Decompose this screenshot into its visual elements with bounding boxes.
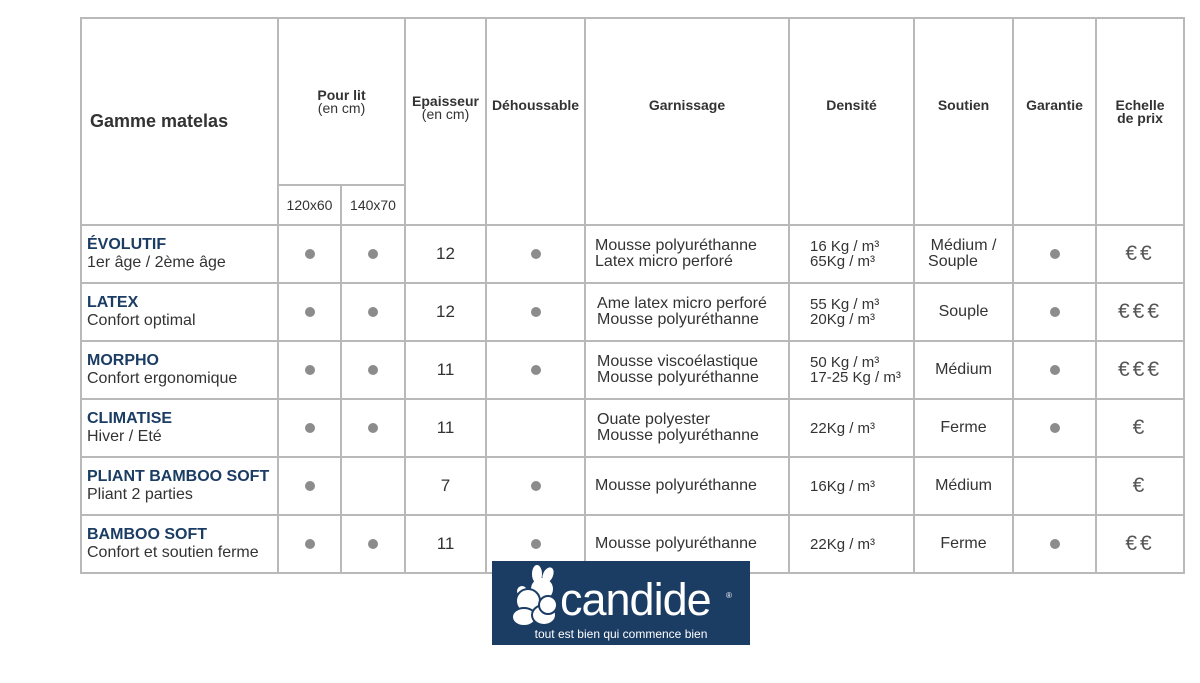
bullet-dot-icon — [368, 307, 378, 317]
garnissage-line: Ame latex micro perforé — [597, 295, 767, 312]
header-size-140x70: 140x70 — [341, 185, 405, 225]
bullet-dot-icon — [531, 249, 541, 259]
header-epaisseur — [405, 18, 486, 225]
header-size-120x60: 120x60 — [278, 185, 341, 225]
size-140x70-cell — [341, 399, 405, 457]
densite-line: 65Kg / m³ — [810, 253, 876, 270]
densite-line: 50 Kg / m³ — [810, 354, 880, 371]
garnissage-cell — [585, 399, 789, 457]
garnissage-line: Mousse viscoélastique — [597, 353, 758, 370]
size-120x60-cell — [278, 225, 341, 283]
mattress-subtitle: Pliant 2 parties — [87, 486, 193, 503]
garnissage-cell — [585, 225, 789, 283]
mattress-name: CLIMATISE — [87, 410, 173, 427]
garnissage-line: Mousse polyuréthanne — [597, 311, 759, 328]
soutien-cell: Souple — [914, 283, 1013, 341]
table-row — [81, 341, 1184, 399]
dehoussable-cell — [486, 399, 585, 457]
densite-line: 17-25 Kg / m³ — [810, 369, 901, 386]
soutien-line: Médium / — [930, 237, 997, 254]
header-echelle-l1: Echelle — [1115, 97, 1165, 113]
header-soutien: Soutien — [914, 18, 1013, 225]
epaisseur-cell: 12 — [405, 283, 486, 341]
densite-cell: 22Kg / m³ — [789, 399, 914, 457]
epaisseur-cell: 12 — [405, 225, 486, 283]
mattress-name: PLIANT BAMBOO SOFT — [87, 468, 270, 485]
bullet-dot-icon — [1050, 249, 1060, 259]
densite-cell: 22Kg / m³ — [789, 515, 914, 573]
price-scale-cell: €€ — [1096, 515, 1184, 573]
densite-cell — [789, 225, 914, 283]
candide-logo — [492, 561, 750, 645]
header-densite: Densité — [789, 18, 914, 225]
epaisseur-cell: 11 — [405, 399, 486, 457]
garnissage-line: Latex micro perforé — [595, 253, 733, 270]
garantie-cell — [1013, 341, 1096, 399]
garnissage-line: Mousse polyuréthanne — [595, 237, 757, 254]
soutien-cell: Ferme — [914, 515, 1013, 573]
header-garnissage: Garnissage — [585, 18, 789, 225]
size-140x70-cell — [341, 515, 405, 573]
bullet-dot-icon — [305, 539, 315, 549]
bullet-dot-icon — [368, 423, 378, 433]
bullet-dot-icon — [531, 481, 541, 491]
size-140x70-cell — [341, 457, 405, 515]
header-dehoussable: Déhoussable — [486, 18, 585, 225]
mattress-subtitle: 1er âge / 2ème âge — [87, 254, 226, 271]
densite-line: 20Kg / m³ — [810, 311, 876, 328]
garantie-cell — [1013, 457, 1096, 515]
soutien-cell: Médium — [914, 457, 1013, 515]
soutien-cell: Ferme — [914, 399, 1013, 457]
size-120x60-cell — [278, 457, 341, 515]
header-echelle-l2: de prix — [1117, 110, 1163, 126]
price-scale-cell: €€€ — [1096, 283, 1184, 341]
bullet-dot-icon — [368, 249, 378, 259]
bullet-dot-icon — [305, 481, 315, 491]
size-140x70-cell — [341, 225, 405, 283]
bullet-dot-icon — [305, 423, 315, 433]
mattress-name: MORPHO — [87, 352, 159, 369]
mattress-name: BAMBOO SOFT — [87, 526, 207, 543]
bunny-bear-mascot-icon — [510, 565, 566, 627]
registered-mark: ® — [726, 591, 732, 600]
mattress-comparison-table — [80, 17, 1185, 574]
mattress-name: LATEX — [87, 294, 139, 311]
dehoussable-cell — [486, 457, 585, 515]
bullet-dot-icon — [1050, 307, 1060, 317]
soutien-line: Souple — [928, 253, 978, 270]
mattress-name-cell — [81, 341, 278, 399]
garnissage-line: Mousse polyuréthanne — [597, 427, 759, 444]
mattress-name-cell — [81, 399, 278, 457]
price-scale-cell: €€€ — [1096, 341, 1184, 399]
garantie-cell — [1013, 399, 1096, 457]
size-140x70-cell — [341, 283, 405, 341]
bullet-dot-icon — [531, 539, 541, 549]
size-120x60-cell — [278, 283, 341, 341]
bullet-dot-icon — [368, 365, 378, 375]
dehoussable-cell — [486, 225, 585, 283]
bullet-dot-icon — [531, 307, 541, 317]
size-120x60-cell — [278, 399, 341, 457]
dehoussable-cell — [486, 283, 585, 341]
densite-cell — [789, 341, 914, 399]
header-gamme: Gamme matelas — [81, 18, 278, 225]
bullet-dot-icon — [305, 249, 315, 259]
densite-line: 55 Kg / m³ — [810, 296, 880, 313]
mattress-name-cell — [81, 283, 278, 341]
mattress-name-cell — [81, 225, 278, 283]
bullet-dot-icon — [1050, 539, 1060, 549]
brand-name: candide — [560, 574, 711, 625]
table-row — [81, 225, 1184, 283]
size-120x60-cell — [278, 515, 341, 573]
mattress-subtitle: Confort optimal — [87, 312, 196, 329]
garantie-cell — [1013, 225, 1096, 283]
bullet-dot-icon — [368, 539, 378, 549]
garnissage-line: Ouate polyester — [597, 411, 710, 428]
densite-cell: 16Kg / m³ — [789, 457, 914, 515]
mattress-subtitle: Confort et soutien ferme — [87, 544, 259, 561]
header-echelle-prix — [1096, 18, 1184, 225]
garnissage-cell: Mousse polyuréthanne — [585, 457, 789, 515]
price-scale-cell: € — [1096, 399, 1184, 457]
brand-tagline: tout est bien qui commence bien — [534, 627, 708, 641]
header-pour-lit — [278, 18, 405, 185]
size-120x60-cell — [278, 341, 341, 399]
bullet-dot-icon — [1050, 423, 1060, 433]
garantie-cell — [1013, 515, 1096, 573]
mattress-name-cell — [81, 457, 278, 515]
garantie-cell — [1013, 283, 1096, 341]
header-epaisseur-label: Epaisseur — [412, 93, 479, 109]
dehoussable-cell — [486, 341, 585, 399]
mattress-comparison-table-wrapper — [80, 17, 1183, 574]
soutien-cell — [914, 225, 1013, 283]
epaisseur-cell: 11 — [405, 341, 486, 399]
epaisseur-cell: 7 — [405, 457, 486, 515]
bullet-dot-icon — [305, 365, 315, 375]
price-scale-cell: €€ — [1096, 225, 1184, 283]
header-pour-lit-unit: (en cm) — [317, 99, 366, 116]
header-epaisseur-unit: (en cm) — [421, 106, 470, 122]
bullet-dot-icon — [305, 307, 315, 317]
densite-line: 16 Kg / m³ — [810, 238, 880, 255]
soutien-cell: Médium — [914, 341, 1013, 399]
garnissage-cell — [585, 341, 789, 399]
size-140x70-cell — [341, 341, 405, 399]
header-garantie: Garantie — [1013, 18, 1096, 225]
mattress-name-cell — [81, 515, 278, 573]
densite-cell — [789, 283, 914, 341]
table-row — [81, 399, 1184, 457]
mattress-name: ÉVOLUTIF — [87, 236, 167, 253]
header-pour-lit-label: Pour lit — [317, 86, 366, 103]
garnissage-cell — [585, 283, 789, 341]
bullet-dot-icon — [1050, 365, 1060, 375]
table-row — [81, 283, 1184, 341]
mattress-subtitle: Confort ergonomique — [87, 370, 238, 387]
epaisseur-cell: 11 — [405, 515, 486, 573]
garnissage-cell: Mousse polyuréthanne — [585, 515, 789, 573]
garnissage-line: Mousse polyuréthanne — [597, 369, 759, 386]
mattress-subtitle: Hiver / Eté — [87, 428, 162, 445]
price-scale-cell: € — [1096, 457, 1184, 515]
bullet-dot-icon — [531, 365, 541, 375]
table-row — [81, 457, 1184, 515]
